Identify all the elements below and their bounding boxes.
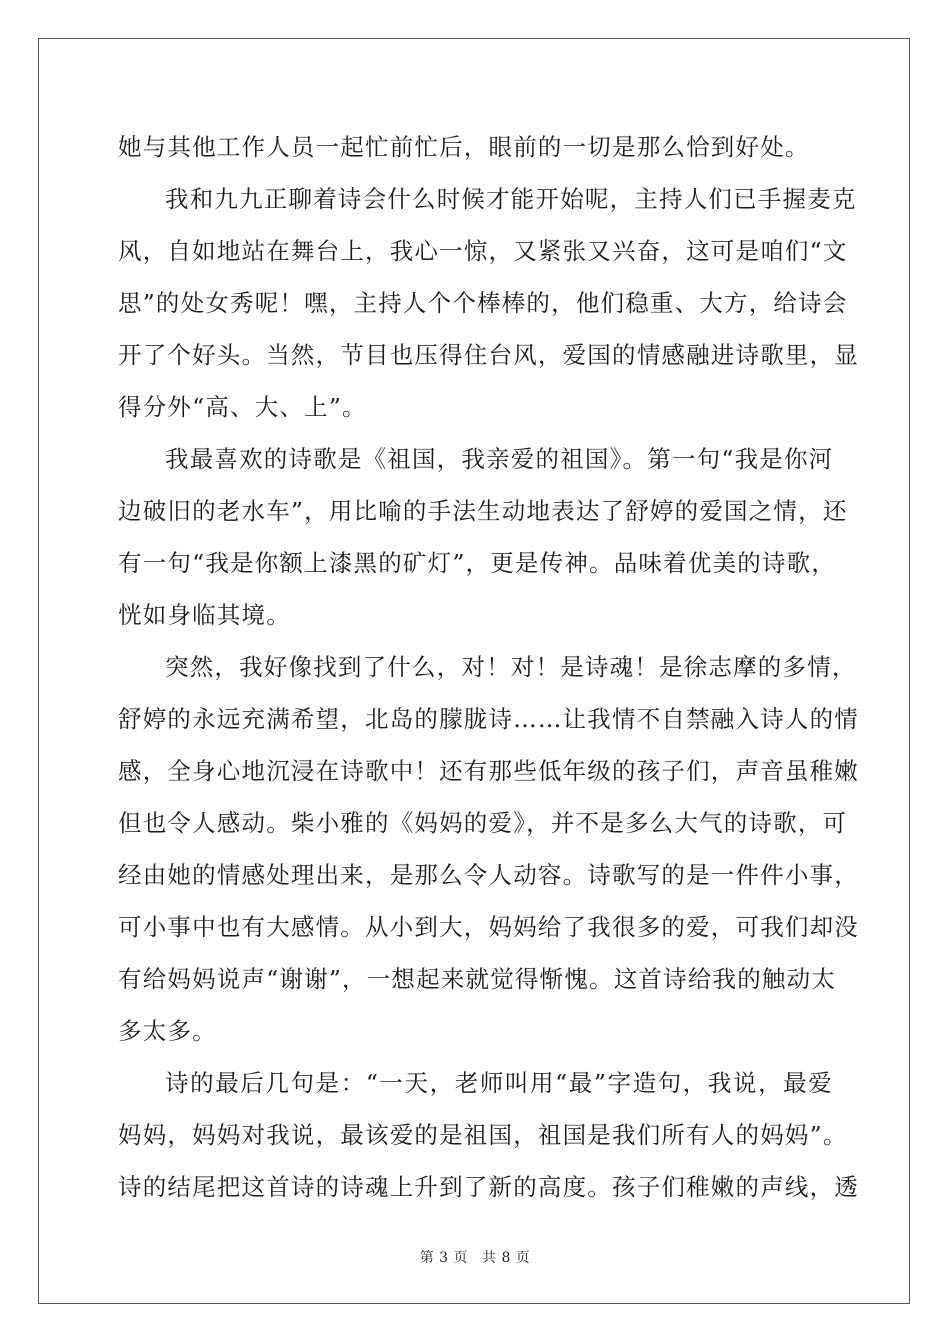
text-line: 思”的处女秀呢！嘿，主持人个个棒棒的，他们稳重、大方，给诗会 [118,289,848,317]
paragraph-start-line: 诗的最后几句是：“一天，老师叫用“最”字造句，我说，最爱 [165,1069,833,1097]
text-line: 有给妈妈说声“谢谢”，一想起来就觉得惭愧。这首诗给我的触动太 [118,965,837,993]
text-line: 有一句“我是你额上漆黑的矿灯”，更是传神。品味着优美的诗歌， [118,549,837,577]
paragraph-start-line: 突然，我好像找到了什么，对！对！是诗魂！是徐志摩的多情， [165,653,857,681]
text-line: 她与其他工作人员一起忙前忙后，眼前的一切是那么恰到好处。 [118,133,810,161]
page-footer [0,1247,950,1267]
paragraph-start-line: 我和九九正聊着诗会什么时候才能开始呢，主持人们已手握麦克 [165,185,857,213]
text-line: 诗的结尾把这首诗的诗魂上升到了新的高度。孩子们稚嫩的声线，透 [118,1173,859,1201]
text-line: 恍如身临其境。 [118,601,291,629]
text-line: 开了个好头。当然，节目也压得住台风，爱国的情感融进诗歌里，显 [118,341,859,369]
page-number: 第 3 页 [419,1250,468,1266]
text-line: 经由她的情感处理出来，是那么令人动容。诗歌写的是一件件小事， [118,861,859,889]
text-line: 但也令人感动。柴小雅的《妈妈的爱》，并不是多么大气的诗歌，可 [118,809,848,837]
text-line: 可小事中也有大感情。从小到大，妈妈给了我很多的爱，可我们却没 [118,913,859,941]
text-line: 舒婷的永远充满希望，北岛的朦胧诗……让我情不自禁融入诗人的情 [118,705,859,733]
text-line: 妈妈，妈妈对我说，最该爱的是祖国，祖国是我们所有人的妈妈”。 [118,1121,848,1149]
page-total: 共 8 页 [482,1250,531,1266]
text-line: 得分外“高、大、上”。 [118,393,367,421]
text-line: 感，全身心地沉浸在诗歌中！还有那些低年级的孩子们，声音虽稚嫩 [118,757,859,785]
text-line: 风，自如地站在舞台上，我心一惊，又紧张又兴奋，这可是咱们“文 [118,237,848,265]
paragraph-start-line: 我最喜欢的诗歌是《祖国，我亲爱的祖国》。第一句“我是你河 [165,445,834,473]
text-line: 多太多。 [118,1017,217,1045]
document-body [118,125,859,1217]
text-line: 边破旧的老水车”，用比喻的手法生动地表达了舒婷的爱国之情，还 [118,497,848,525]
